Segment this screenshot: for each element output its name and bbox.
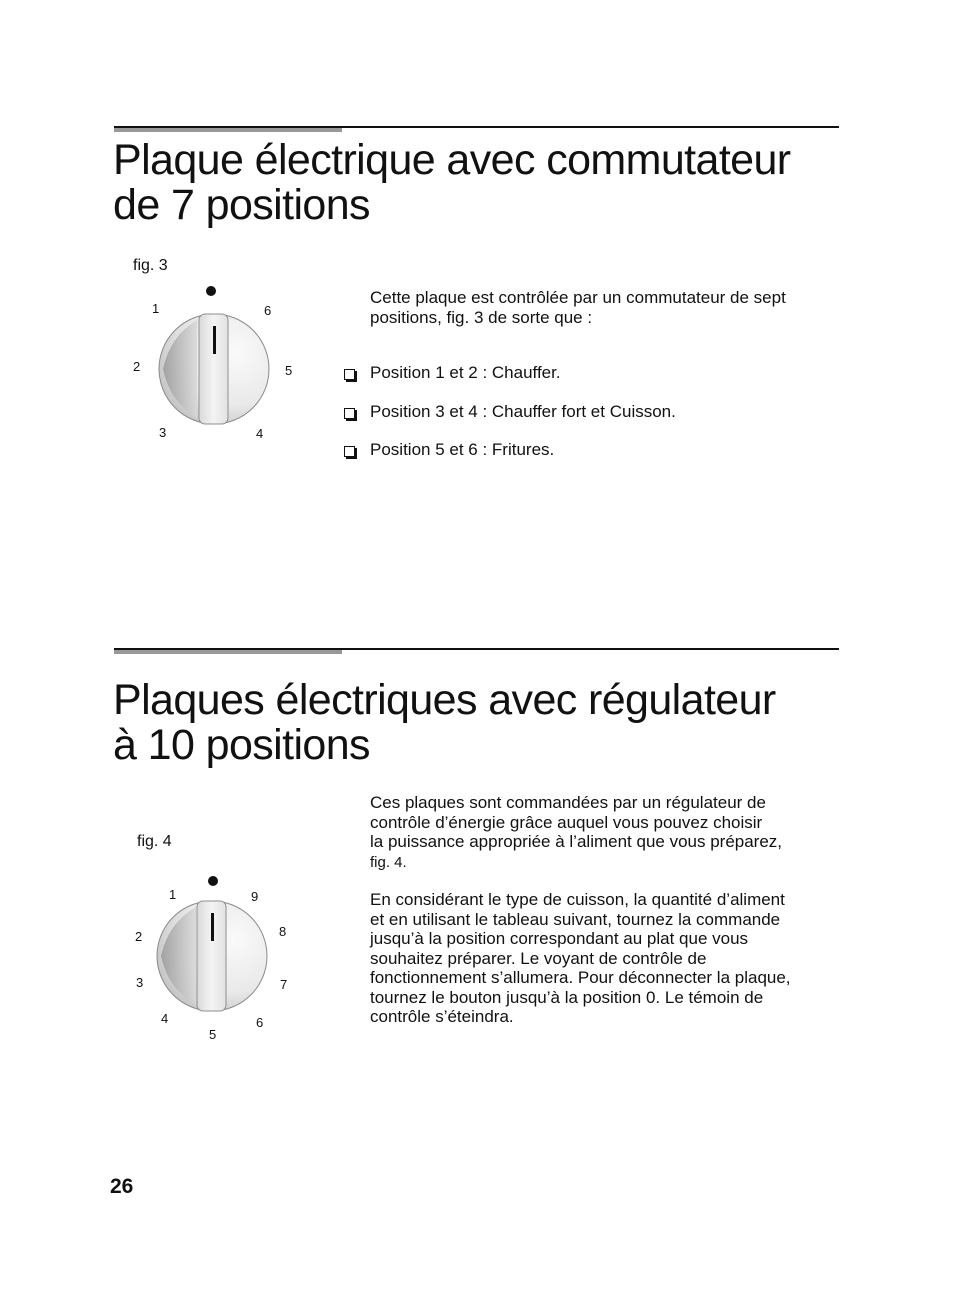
section1-fig-label: fig. 3 [133, 257, 168, 274]
dial-7-number: 1 [152, 301, 160, 316]
dial-10-indicator-dot [208, 876, 218, 886]
list-item-text: Position 1 et 2 : Chauffer. [370, 363, 561, 382]
dial-10-number: 4 [161, 1011, 169, 1026]
dial-10-number: 2 [135, 929, 143, 944]
section2-para1-line2: contrôle d’énergie grâce auquel vous pouvez choisir [370, 812, 763, 832]
section2-paragraph-1 [370, 793, 850, 872]
dial-7-number: 6 [264, 303, 272, 318]
section2-para2-line5: fonctionnement s’allumera. Pour déconnecter la plaque, [370, 968, 791, 987]
dial-7-positions [130, 280, 300, 450]
section1-intro-line2: positions, fig. 3 de sorte que : [370, 307, 593, 327]
dial-7-number: 5 [285, 363, 293, 378]
dial-10-number: 6 [256, 1015, 264, 1030]
section2-para2-line7: contrôle s’éteindra. [370, 1007, 514, 1026]
dial-10-number: 1 [169, 887, 177, 902]
section1-title [113, 138, 791, 228]
section1-intro [370, 288, 850, 327]
checkbox-bullet-icon [344, 446, 355, 457]
dial-7-pointer [213, 326, 216, 354]
section2-para1-line1: Ces plaques sont commandées par un régulateur de [370, 793, 766, 812]
dial-7-number: 4 [256, 426, 264, 441]
section2-para2-line4: souhaitez préparer. Le voyant de contrôle de [370, 948, 707, 968]
section2-title-line1: Plaques électriques avec régulateur [113, 676, 776, 724]
checkbox-bullet-icon [344, 408, 355, 419]
list-item-text: Position 5 et 6 : Fritures. [370, 440, 555, 460]
dial-10-number: 7 [280, 977, 288, 992]
section2-rule [114, 648, 839, 650]
dial-10-pointer [211, 913, 214, 941]
checkbox-bullet-icon [344, 369, 355, 380]
section2-fig-label: fig. 4 [137, 833, 172, 850]
section1-intro-line1: Cette plaque est contrôlée par un commutateur de sept [370, 288, 786, 307]
section1-rule [114, 126, 839, 128]
section1-title-line1: Plaque électrique avec commutateur [113, 136, 791, 184]
dial-7-number: 3 [159, 425, 167, 440]
dial-10-number: 3 [136, 975, 144, 990]
dial-10-number: 5 [209, 1027, 217, 1042]
section2-para2-line6: tournez le bouton jusqu’à la position 0. Le témoin de [370, 987, 764, 1007]
section2-para1-line4: fig. 4. [370, 853, 407, 871]
section2-para2-line2: et en utilisant le tableau suivant, tournez la commande [370, 909, 781, 929]
section2-paragraph-2 [370, 890, 850, 1027]
page-number: 26 [110, 1175, 134, 1198]
section2-para2-line1: En considérant le type de cuisson, la quantité d’aliment [370, 890, 785, 909]
dial-10-number: 8 [279, 924, 287, 939]
dial-7-number: 2 [133, 359, 141, 374]
section1-title-line2: de 7 positions [113, 181, 370, 229]
list-item-text: Position 3 et 4 : Chauffer fort et Cuisson. [370, 401, 676, 421]
section2-para1-line3: la puissance appropriée à l’aliment que vous préparez, [370, 832, 783, 851]
section2-title [113, 678, 776, 768]
dial-7-indicator-dot [206, 286, 216, 296]
section2-para2-line3: jusqu’à la position correspondant au plat que vous [370, 929, 749, 948]
dial-10-number: 9 [251, 889, 259, 904]
section2-title-line2: à 10 positions [113, 721, 370, 769]
dial-10-knob-graphic [130, 870, 300, 1045]
dial-10-positions [130, 870, 300, 1045]
